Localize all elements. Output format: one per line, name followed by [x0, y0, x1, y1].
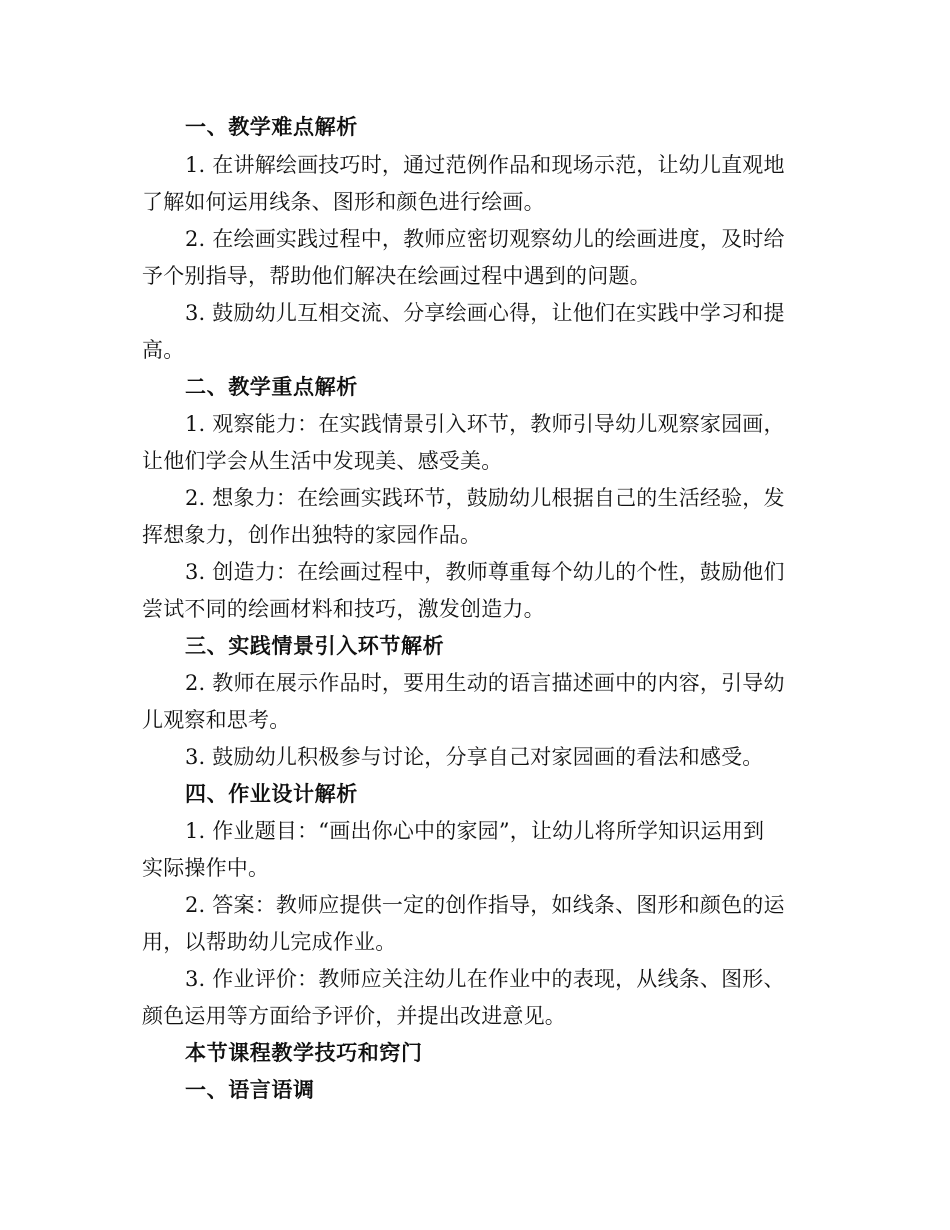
- paragraph-2-2-line-1: 2. 想象力：在绘画实践环节，鼓励幼儿根据自己的生活经验，发: [185, 486, 785, 510]
- paragraph-1-2-line-2: 予个别指导，帮助他们解决在绘画过程中遇到的问题。: [142, 264, 651, 288]
- paragraph-4-1-line-1: 1. 作业题目：“画出你心中的家园”，让幼儿将所学知识运用到: [185, 819, 765, 843]
- paragraph-3-1-line-1: 2. 教师在展示作品时，要用生动的语言描述画中的内容，引导幼: [185, 671, 785, 695]
- section-heading-4: 四、作业设计解析: [185, 781, 358, 806]
- paragraph-3-1-line-2: 儿观察和思考。: [142, 708, 291, 732]
- paragraph-1-3-line-2: 高。: [142, 338, 185, 362]
- paragraph-4-2-line-2: 用，以帮助幼儿完成作业。: [142, 930, 397, 954]
- paragraph-1-2-line-1: 2. 在绘画实践过程中，教师应密切观察幼儿的绘画进度，及时给: [185, 227, 785, 251]
- section-heading-1: 一、教学难点解析: [185, 114, 358, 139]
- closing-heading: 本节课程教学技巧和窍门: [185, 1040, 423, 1065]
- paragraph-1-1-line-1: 1. 在讲解绘画技巧时，通过范例作品和现场示范，让幼儿直观地: [185, 153, 785, 177]
- paragraph-4-1-line-2: 实际操作中。: [142, 856, 270, 880]
- section-heading-2: 二、教学重点解析: [185, 374, 358, 399]
- paragraph-1-3-line-1: 3. 鼓励幼儿互相交流、分享绘画心得，让他们在实践中学习和提: [185, 301, 785, 325]
- paragraph-4-3-line-1: 3. 作业评价：教师应关注幼儿在作业中的表现，从线条、图形、: [185, 967, 785, 991]
- paragraph-2-3-line-2: 尝试不同的绘画材料和技巧，激发创造力。: [142, 597, 545, 621]
- paragraph-4-2-line-1: 2. 答案：教师应提供一定的创作指导，如线条、图形和颜色的运: [185, 893, 785, 917]
- section-heading-3: 三、实践情景引入环节解析: [185, 633, 445, 658]
- paragraph-2-1-line-1: 1. 观察能力：在实践情景引入环节，教师引导幼儿观察家园画，: [185, 412, 785, 436]
- paragraph-2-1-line-2: 让他们学会从生活中发现美、感受美。: [142, 449, 503, 473]
- paragraph-2-3-line-1: 3. 创造力：在绘画过程中，教师尊重每个幼儿的个性，鼓励他们: [185, 560, 785, 584]
- paragraph-1-1-line-2: 了解如何运用线条、图形和颜色进行绘画。: [142, 190, 545, 214]
- paragraph-3-2-line-1: 3. 鼓励幼儿积极参与讨论，分享自己对家园画的看法和感受。: [185, 745, 764, 769]
- closing-subheading: 一、语言语调: [185, 1077, 315, 1102]
- paragraph-2-2-line-2: 挥想象力，创作出独特的家园作品。: [142, 523, 482, 547]
- paragraph-4-3-line-2: 颜色运用等方面给予评价，并提出改进意见。: [142, 1004, 566, 1028]
